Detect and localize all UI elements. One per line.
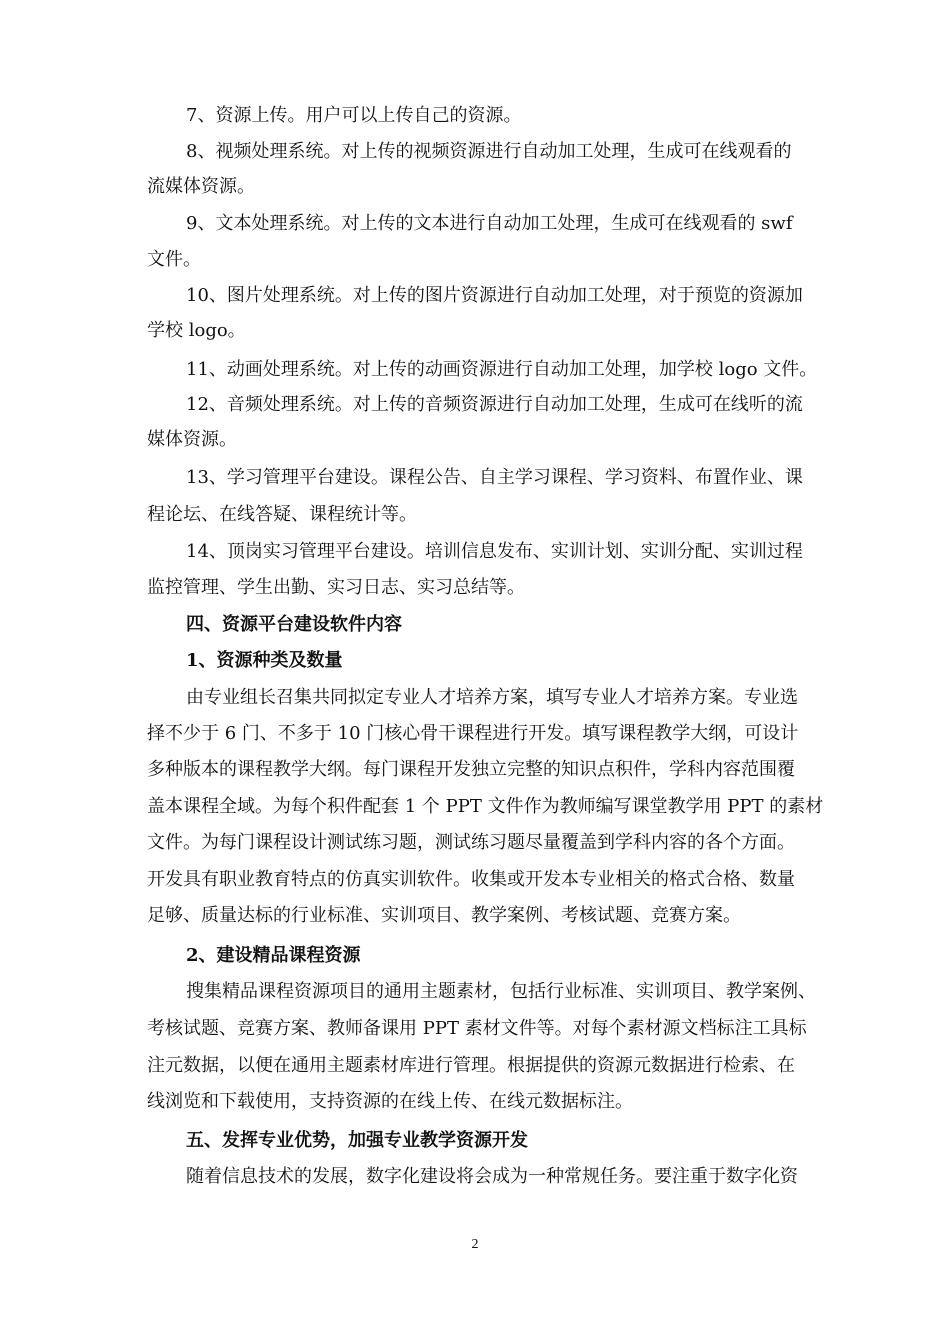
paragraph-line: 由专业组长召集共同拟定专业人才培养方案，填写专业人才培养方案。专业选 [186,687,798,708]
paragraph-line: 程论坛、在线答疑、课程统计等。 [147,504,417,525]
paragraph-line: 11、动画处理系统。对上传的动画资源进行自动加工处理，加学校 logo 文件。 [186,359,818,380]
paragraph-line: 择不少于 6 门、不多于 10 门核心骨干课程进行开发。填写课程教学大纲，可设计 [147,723,799,744]
section-heading: 1、资源种类及数量 [186,650,343,671]
section-heading: 2、建设精品课程资源 [186,945,361,966]
paragraph-line: 流媒体资源。 [147,176,255,197]
paragraph-line: 考核试题、竞赛方案、教师备课用 PPT 素材文件等。对每个素材源文档标注工具标 [147,1018,807,1039]
paragraph-line: 9、文本处理系统。对上传的文本进行自动加工处理，生成可在线观看的 swf [186,213,793,234]
paragraph-line: 13、学习管理平台建设。课程公告、自主学习课程、学习资料、布置作业、课 [186,467,803,488]
paragraph-line: 监控管理、学生出勤、实习日志、实习总结等。 [147,577,525,598]
paragraph-line: 随着信息技术的发展，数字化建设将会成为一种常规任务。要注重于数字化资 [186,1166,798,1187]
paragraph-line: 文件。 [147,249,201,270]
paragraph-line: 搜集精品课程资源项目的通用主题素材，包括行业标准、实训项目、教学案例、 [186,981,816,1002]
paragraph-line: 媒体资源。 [147,429,237,450]
paragraph-line: 盖本课程全域。为每个积件配套 1 个 PPT 文件作为教师编写课堂教学用 PPT 的素材 [147,796,824,817]
paragraph-line: 10、图片处理系统。对上传的图片资源进行自动加工处理，对于预览的资源加 [186,285,803,306]
paragraph-line: 12、音频处理系统。对上传的音频资源进行自动加工处理，生成可在线听的流 [186,394,803,415]
page-number: 2 [471,1237,479,1252]
paragraph-line: 注元数据，以便在通用主题素材库进行管理。根据提供的资源元数据进行检索、在 [147,1055,795,1076]
paragraph-line: 8、视频处理系统。对上传的视频资源进行自动加工处理，生成可在线观看的 [186,141,792,162]
section-heading: 五、发挥专业优势，加强专业教学资源开发 [186,1130,528,1151]
section-heading: 四、资源平台建设软件内容 [186,614,402,635]
paragraph-line: 14、顶岗实习管理平台建设。培训信息发布、实训计划、实训分配、实训过程 [186,541,803,562]
paragraph-line: 足够、质量达标的行业标准、实训项目、教学案例、考核试题、竞赛方案。 [147,905,741,926]
paragraph-line: 多种版本的课程教学大纲。每门课程开发独立完整的知识点积件，学科内容范围覆 [147,759,795,780]
paragraph-line: 学校 logo。 [147,320,246,341]
paragraph-line: 开发具有职业教育特点的仿真实训软件。收集或开发本专业相关的格式合格、数量 [147,869,795,890]
paragraph-line: 7、资源上传。用户可以上传自己的资源。 [186,105,522,126]
paragraph-line: 线浏览和下载使用，支持资源的在线上传、在线元数据标注。 [147,1091,633,1112]
paragraph-line: 文件。为每门课程设计测试练习题，测试练习题尽量覆盖到学科内容的各个方面。 [147,832,795,853]
